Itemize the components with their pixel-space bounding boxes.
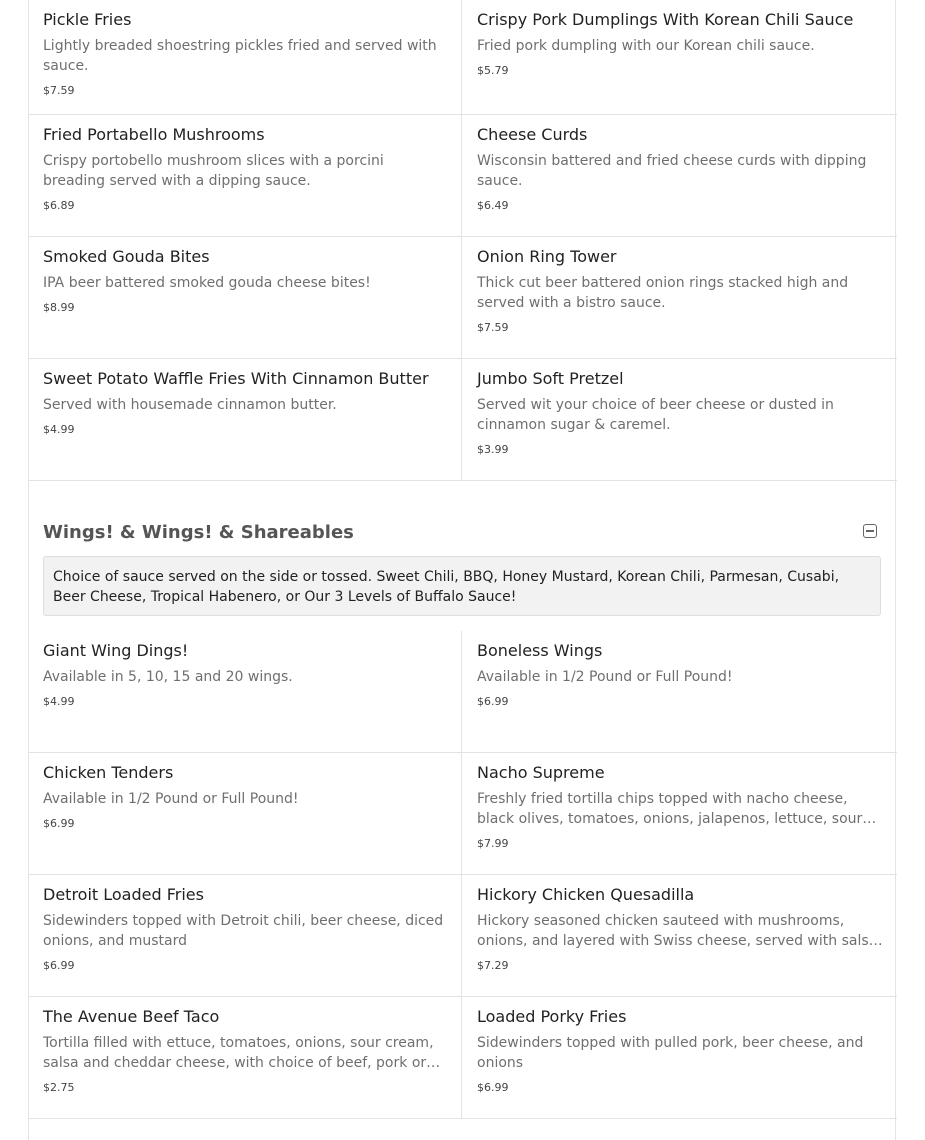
- menu-item-card[interactable]: [28, 753, 462, 875]
- menu-item-card[interactable]: [462, 359, 897, 481]
- item-description: Hickory seasoned chicken sauteed with mushrooms, onions, and layered with Swiss cheese, served with salsa: [477, 913, 878, 949]
- item-name: Smoked Gouda Bites: [43, 247, 210, 266]
- menu-item-card[interactable]: [28, 115, 462, 237]
- item-name: Crispy Pork Dumplings With Korean Chili Sauce: [477, 10, 854, 29]
- menu-item-card[interactable]: [28, 237, 462, 359]
- item-name: Hickory Chicken Quesadilla: [477, 885, 695, 904]
- item-name: Cheese Curds: [477, 125, 588, 144]
- menu-item-card[interactable]: [462, 0, 897, 115]
- menu-item-card[interactable]: [28, 631, 462, 753]
- item-price: $5.79: [477, 64, 509, 77]
- menu-item-card[interactable]: [462, 237, 897, 359]
- section-note: Choice of sauce served on the side or tossed. Sweet Chili, BBQ, Honey Mustard, Korean Chili, Parmesan, Cusabi, Beer Cheese, Tropical Habenero, or Our 3 Levels of Buffalo Sauce!: [43, 556, 881, 616]
- item-price: $6.99: [477, 695, 509, 708]
- menu-item-card[interactable]: [28, 359, 462, 481]
- menu-item-card[interactable]: [462, 631, 897, 753]
- item-name: The Avenue Beef Taco: [43, 1007, 220, 1026]
- item-price: $7.59: [477, 321, 509, 334]
- item-description: Tortilla filled with ettuce, tomatoes, onions, sour cream, salsa and cheddar cheese, with choice of beef, pork or: [43, 1035, 434, 1071]
- item-description: Served wit your choice of beer cheese or dusted in cinnamon sugar & caremel.: [477, 397, 834, 433]
- item-description: Sidewinders topped with pulled pork, beer cheese, and onions: [477, 1035, 864, 1071]
- menu-grid-wings: [28, 631, 897, 1119]
- item-description: Available in 1/2 Pound or Full Pound!: [477, 669, 733, 685]
- item-description: IPA beer battered smoked gouda cheese bites!: [43, 275, 371, 291]
- item-description: Wisconsin battered and fried cheese curds with dipping sauce.: [477, 153, 867, 189]
- item-name: Chicken Tenders: [43, 763, 174, 782]
- item-description: Crispy portobello mushroom slices with a porcini breading served with a dipping sauce.: [43, 153, 384, 189]
- item-name: Giant Wing Dings!: [43, 641, 189, 660]
- item-price: $4.99: [43, 695, 75, 708]
- item-price: $6.99: [477, 1081, 509, 1094]
- item-description: Lightly breaded shoestring pickles fried and served with sauce.: [43, 38, 437, 74]
- item-description: Thick cut beer battered onion rings stacked high and served with a bistro sauce.: [477, 275, 849, 311]
- item-price: $2.75: [43, 1081, 75, 1094]
- collapse-icon[interactable]: [863, 524, 877, 538]
- item-name: Pickle Fries: [43, 10, 132, 29]
- item-name: Sweet Potato Waffle Fries With Cinnamon Butter: [43, 369, 429, 388]
- menu-item-card[interactable]: [462, 115, 897, 237]
- item-description: Served with housemade cinnamon butter.: [43, 397, 337, 413]
- item-price: $8.99: [43, 301, 75, 314]
- item-price: $3.99: [477, 443, 509, 456]
- item-price: $6.99: [43, 959, 75, 972]
- menu-item-card[interactable]: [28, 0, 462, 115]
- menu-item-card[interactable]: [462, 997, 897, 1119]
- item-name: Jumbo Soft Pretzel: [477, 369, 624, 388]
- menu-item-card[interactable]: [28, 997, 462, 1119]
- item-name: Detroit Loaded Fries: [43, 885, 204, 904]
- menu-item-card[interactable]: [28, 875, 462, 997]
- item-description: Available in 1/2 Pound or Full Pound!: [43, 791, 299, 807]
- item-price: $7.59: [43, 84, 75, 97]
- item-price: $6.99: [43, 817, 75, 830]
- item-price: $6.89: [43, 199, 75, 212]
- item-description: Freshly fried tortilla chips topped with nacho cheese, black olives, tomatoes, onions, jalapenos, lettuce, sour: [477, 791, 863, 827]
- item-description: Sidewinders topped with Detroit chili, beer cheese, diced onions, and mustard: [43, 913, 444, 949]
- item-description: Available in 5, 10, 15 and 20 wings.: [43, 669, 293, 685]
- section-header: [43, 520, 883, 548]
- item-name: Boneless Wings: [477, 641, 603, 660]
- item-price: $7.29: [477, 959, 509, 972]
- item-price: $7.99: [477, 837, 509, 850]
- item-name: Nacho Supreme: [477, 763, 605, 782]
- item-name: Loaded Porky Fries: [477, 1007, 627, 1026]
- item-price: $4.99: [43, 423, 75, 436]
- item-description: Fried pork dumpling with our Korean chili sauce.: [477, 38, 815, 54]
- item-price: $6.49: [477, 199, 509, 212]
- section-title: Wings! & Wings! & Shareables: [43, 522, 354, 543]
- menu-grid-top: [28, 0, 897, 481]
- menu-item-card[interactable]: [462, 875, 897, 997]
- menu-item-card[interactable]: [462, 753, 897, 875]
- item-name: Onion Ring Tower: [477, 247, 617, 266]
- item-name: Fried Portabello Mushrooms: [43, 125, 265, 144]
